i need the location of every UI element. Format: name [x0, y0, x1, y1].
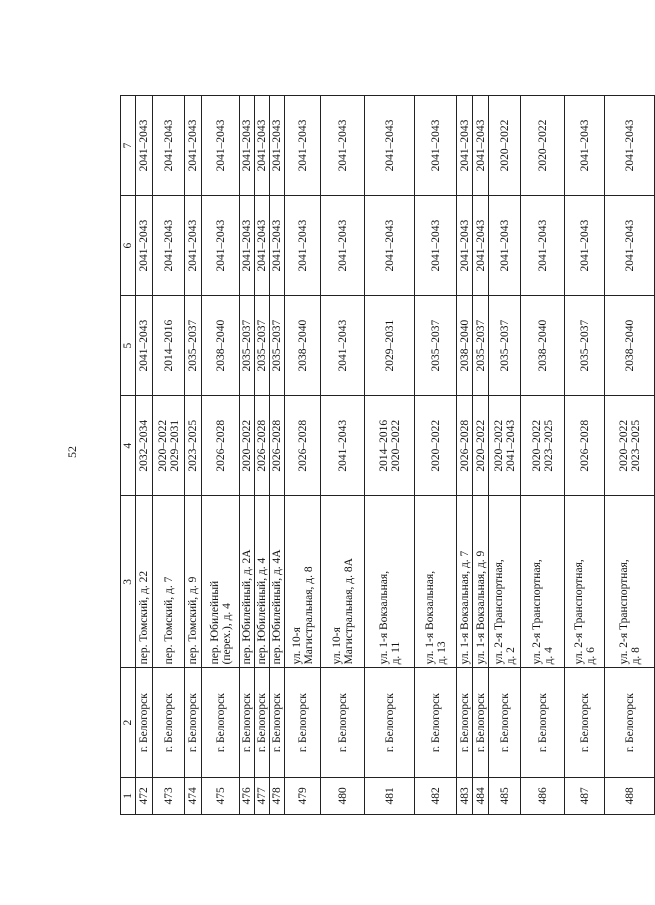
- row-number: 472: [136, 777, 153, 814]
- table-row: [240, 96, 255, 815]
- row-number: 483: [457, 777, 473, 814]
- address-cell: ул. 10-я Магистральная, д. 8А: [321, 496, 365, 668]
- period-col7-cell: 2020–2022: [521, 96, 565, 196]
- header-cell: 6: [121, 196, 136, 296]
- period-col4-cell: 2014–2016 2020–2022: [365, 396, 415, 496]
- period-col4-cell: 2026–2028: [255, 396, 270, 496]
- period-col4-cell: 2026–2028: [202, 396, 240, 496]
- period-col7-cell: 2041–2043: [153, 96, 185, 196]
- period-col7-cell: 2041–2043: [270, 96, 285, 196]
- table-row: [255, 96, 270, 815]
- row-number: 476: [240, 777, 255, 814]
- header-row: [121, 96, 136, 815]
- address-cell: ул. 2-я Транспортная, д. 8: [605, 496, 655, 668]
- period-col4-cell: 2020–2022 2029–2031: [153, 396, 185, 496]
- row-number: 480: [321, 777, 365, 814]
- city-cell: г. Белогорск: [457, 668, 473, 777]
- table-row: [473, 96, 489, 815]
- period-col5-cell: 2041–2043: [136, 296, 153, 396]
- address-cell: пер. Томский, д. 22: [136, 496, 153, 668]
- period-col5-cell: 2035–2037: [255, 296, 270, 396]
- address-cell: пер. Юбилейный, д. 4: [255, 496, 270, 668]
- period-col4-cell: 2026–2028: [270, 396, 285, 496]
- header-cell: 4: [121, 396, 136, 496]
- address-cell: ул. 1-я Вокзальная, д. 11: [365, 496, 415, 668]
- period-col7-cell: 2041–2043: [565, 96, 605, 196]
- period-col5-cell: 2038–2040: [521, 296, 565, 396]
- address-cell: ул. 1-я Вокзальная, д. 9: [473, 496, 489, 668]
- address-cell: ул. 2-я Транспортная, д. 2: [489, 496, 521, 668]
- row-number: 474: [185, 777, 202, 814]
- row-number: 478: [270, 777, 285, 814]
- address-cell: ул. 2-я Транспортная, д. 4: [521, 496, 565, 668]
- period-col4-cell: 2020–2022 2041–2043: [489, 396, 521, 496]
- row-number: 487: [565, 777, 605, 814]
- period-col7-cell: 2041–2043: [202, 96, 240, 196]
- period-col7-cell: 2041–2043: [473, 96, 489, 196]
- header-cell: 2: [121, 668, 136, 777]
- period-col6-cell: 2041–2043: [489, 196, 521, 296]
- period-col4-cell: 2020–2022 2023–2025: [605, 396, 655, 496]
- period-col6-cell: 2041–2043: [565, 196, 605, 296]
- period-col4-cell: 2032–2034: [136, 396, 153, 496]
- period-col4-cell: 2026–2028: [285, 396, 321, 496]
- period-col4-cell: 2020–2022 2023–2025: [521, 396, 565, 496]
- row-number: 482: [415, 777, 457, 814]
- city-cell: г. Белогорск: [415, 668, 457, 777]
- page-number: 52: [65, 446, 79, 458]
- row-number: 485: [489, 777, 521, 814]
- period-col6-cell: 2041–2043: [457, 196, 473, 296]
- row-number: 488: [605, 777, 655, 814]
- period-col6-cell: 2041–2043: [415, 196, 457, 296]
- period-col6-cell: 2041–2043: [185, 196, 202, 296]
- period-col4-cell: 2026–2028: [565, 396, 605, 496]
- data-table: [120, 95, 655, 815]
- period-col7-cell: 2041–2043: [321, 96, 365, 196]
- table-row: [202, 96, 240, 815]
- city-cell: г. Белогорск: [473, 668, 489, 777]
- period-col5-cell: 2035–2037: [185, 296, 202, 396]
- table-row: [605, 96, 655, 815]
- period-col7-cell: 2041–2043: [240, 96, 255, 196]
- address-cell: ул. 10-я Магистральная, д. 8: [285, 496, 321, 668]
- period-col7-cell: 2041–2043: [255, 96, 270, 196]
- table-row: [489, 96, 521, 815]
- city-cell: г. Белогорск: [185, 668, 202, 777]
- period-col6-cell: 2041–2043: [321, 196, 365, 296]
- period-col4-cell: 2020–2022: [473, 396, 489, 496]
- row-number: 479: [285, 777, 321, 814]
- period-col5-cell: 2038–2040: [202, 296, 240, 396]
- city-cell: г. Белогорск: [521, 668, 565, 777]
- table-row: [457, 96, 473, 815]
- row-number: 473: [153, 777, 185, 814]
- row-number: 475: [202, 777, 240, 814]
- row-number: 481: [365, 777, 415, 814]
- table-row: [270, 96, 285, 815]
- period-col7-cell: 2041–2043: [285, 96, 321, 196]
- city-cell: г. Белогорск: [605, 668, 655, 777]
- city-cell: г. Белогорск: [153, 668, 185, 777]
- city-cell: г. Белогорск: [321, 668, 365, 777]
- period-col6-cell: 2041–2043: [136, 196, 153, 296]
- period-col7-cell: 2020–2022: [489, 96, 521, 196]
- period-col5-cell: 2038–2040: [457, 296, 473, 396]
- table-row: [185, 96, 202, 815]
- period-col7-cell: 2041–2043: [415, 96, 457, 196]
- period-col4-cell: 2026–2028: [457, 396, 473, 496]
- period-col4-cell: 2041–2043: [321, 396, 365, 496]
- city-cell: г. Белогорск: [565, 668, 605, 777]
- address-cell: ул. 1-я Вокзальная, д. 7: [457, 496, 473, 668]
- period-col5-cell: 2035–2037: [565, 296, 605, 396]
- table-row: [136, 96, 153, 815]
- header-cell: 3: [121, 496, 136, 668]
- address-cell: пер. Юбилейный, д. 4А: [270, 496, 285, 668]
- city-cell: г. Белогорск: [285, 668, 321, 777]
- period-col6-cell: 2041–2043: [240, 196, 255, 296]
- period-col5-cell: 2035–2037: [270, 296, 285, 396]
- row-number: 477: [255, 777, 270, 814]
- period-col7-cell: 2041–2043: [136, 96, 153, 196]
- period-col6-cell: 2041–2043: [365, 196, 415, 296]
- city-cell: г. Белогорск: [365, 668, 415, 777]
- address-cell: пер. Томский, д. 7: [153, 496, 185, 668]
- table-row: [285, 96, 321, 815]
- period-col5-cell: 2038–2040: [285, 296, 321, 396]
- city-cell: г. Белогорск: [255, 668, 270, 777]
- period-col5-cell: 2041–2043: [321, 296, 365, 396]
- table-row: [321, 96, 365, 815]
- period-col5-cell: 2035–2037: [473, 296, 489, 396]
- row-number: 486: [521, 777, 565, 814]
- period-col5-cell: 2038–2040: [605, 296, 655, 396]
- period-col5-cell: 2014–2016: [153, 296, 185, 396]
- address-cell: пер. Юбилейный (перех.), д. 4: [202, 496, 240, 668]
- period-col7-cell: 2041–2043: [457, 96, 473, 196]
- table-row: [153, 96, 185, 815]
- period-col4-cell: 2020–2022: [240, 396, 255, 496]
- address-cell: ул. 1-я Вокзальная, д. 13: [415, 496, 457, 668]
- period-col4-cell: 2023–2025: [185, 396, 202, 496]
- header-cell: 5: [121, 296, 136, 396]
- row-number: 484: [473, 777, 489, 814]
- table-row: [415, 96, 457, 815]
- period-col7-cell: 2041–2043: [365, 96, 415, 196]
- period-col6-cell: 2041–2043: [255, 196, 270, 296]
- city-cell: г. Белогорск: [270, 668, 285, 777]
- table-body: [136, 96, 655, 815]
- period-col6-cell: 2041–2043: [473, 196, 489, 296]
- table-row: [521, 96, 565, 815]
- period-col5-cell: 2035–2037: [489, 296, 521, 396]
- period-col6-cell: 2041–2043: [153, 196, 185, 296]
- period-col6-cell: 2041–2043: [285, 196, 321, 296]
- table-row: [365, 96, 415, 815]
- period-col5-cell: 2029–2031: [365, 296, 415, 396]
- period-col7-cell: 2041–2043: [185, 96, 202, 196]
- period-col5-cell: 2035–2037: [415, 296, 457, 396]
- header-cell: 1: [121, 777, 136, 814]
- city-cell: г. Белогорск: [136, 668, 153, 777]
- period-col5-cell: 2035–2037: [240, 296, 255, 396]
- period-col6-cell: 2041–2043: [605, 196, 655, 296]
- rotated-table-container: [120, 95, 642, 815]
- city-cell: г. Белогорск: [202, 668, 240, 777]
- period-col6-cell: 2041–2043: [521, 196, 565, 296]
- address-cell: пер. Юбилейный, д. 2А: [240, 496, 255, 668]
- address-cell: пер. Томский, д. 9: [185, 496, 202, 668]
- city-cell: г. Белогорск: [489, 668, 521, 777]
- table-row: [565, 96, 605, 815]
- header-cell: 7: [121, 96, 136, 196]
- period-col4-cell: 2020–2022: [415, 396, 457, 496]
- period-col6-cell: 2041–2043: [270, 196, 285, 296]
- city-cell: г. Белогорск: [240, 668, 255, 777]
- period-col6-cell: 2041–2043: [202, 196, 240, 296]
- address-cell: ул. 2-я Транспортная, д. 6: [565, 496, 605, 668]
- period-col7-cell: 2041–2043: [605, 96, 655, 196]
